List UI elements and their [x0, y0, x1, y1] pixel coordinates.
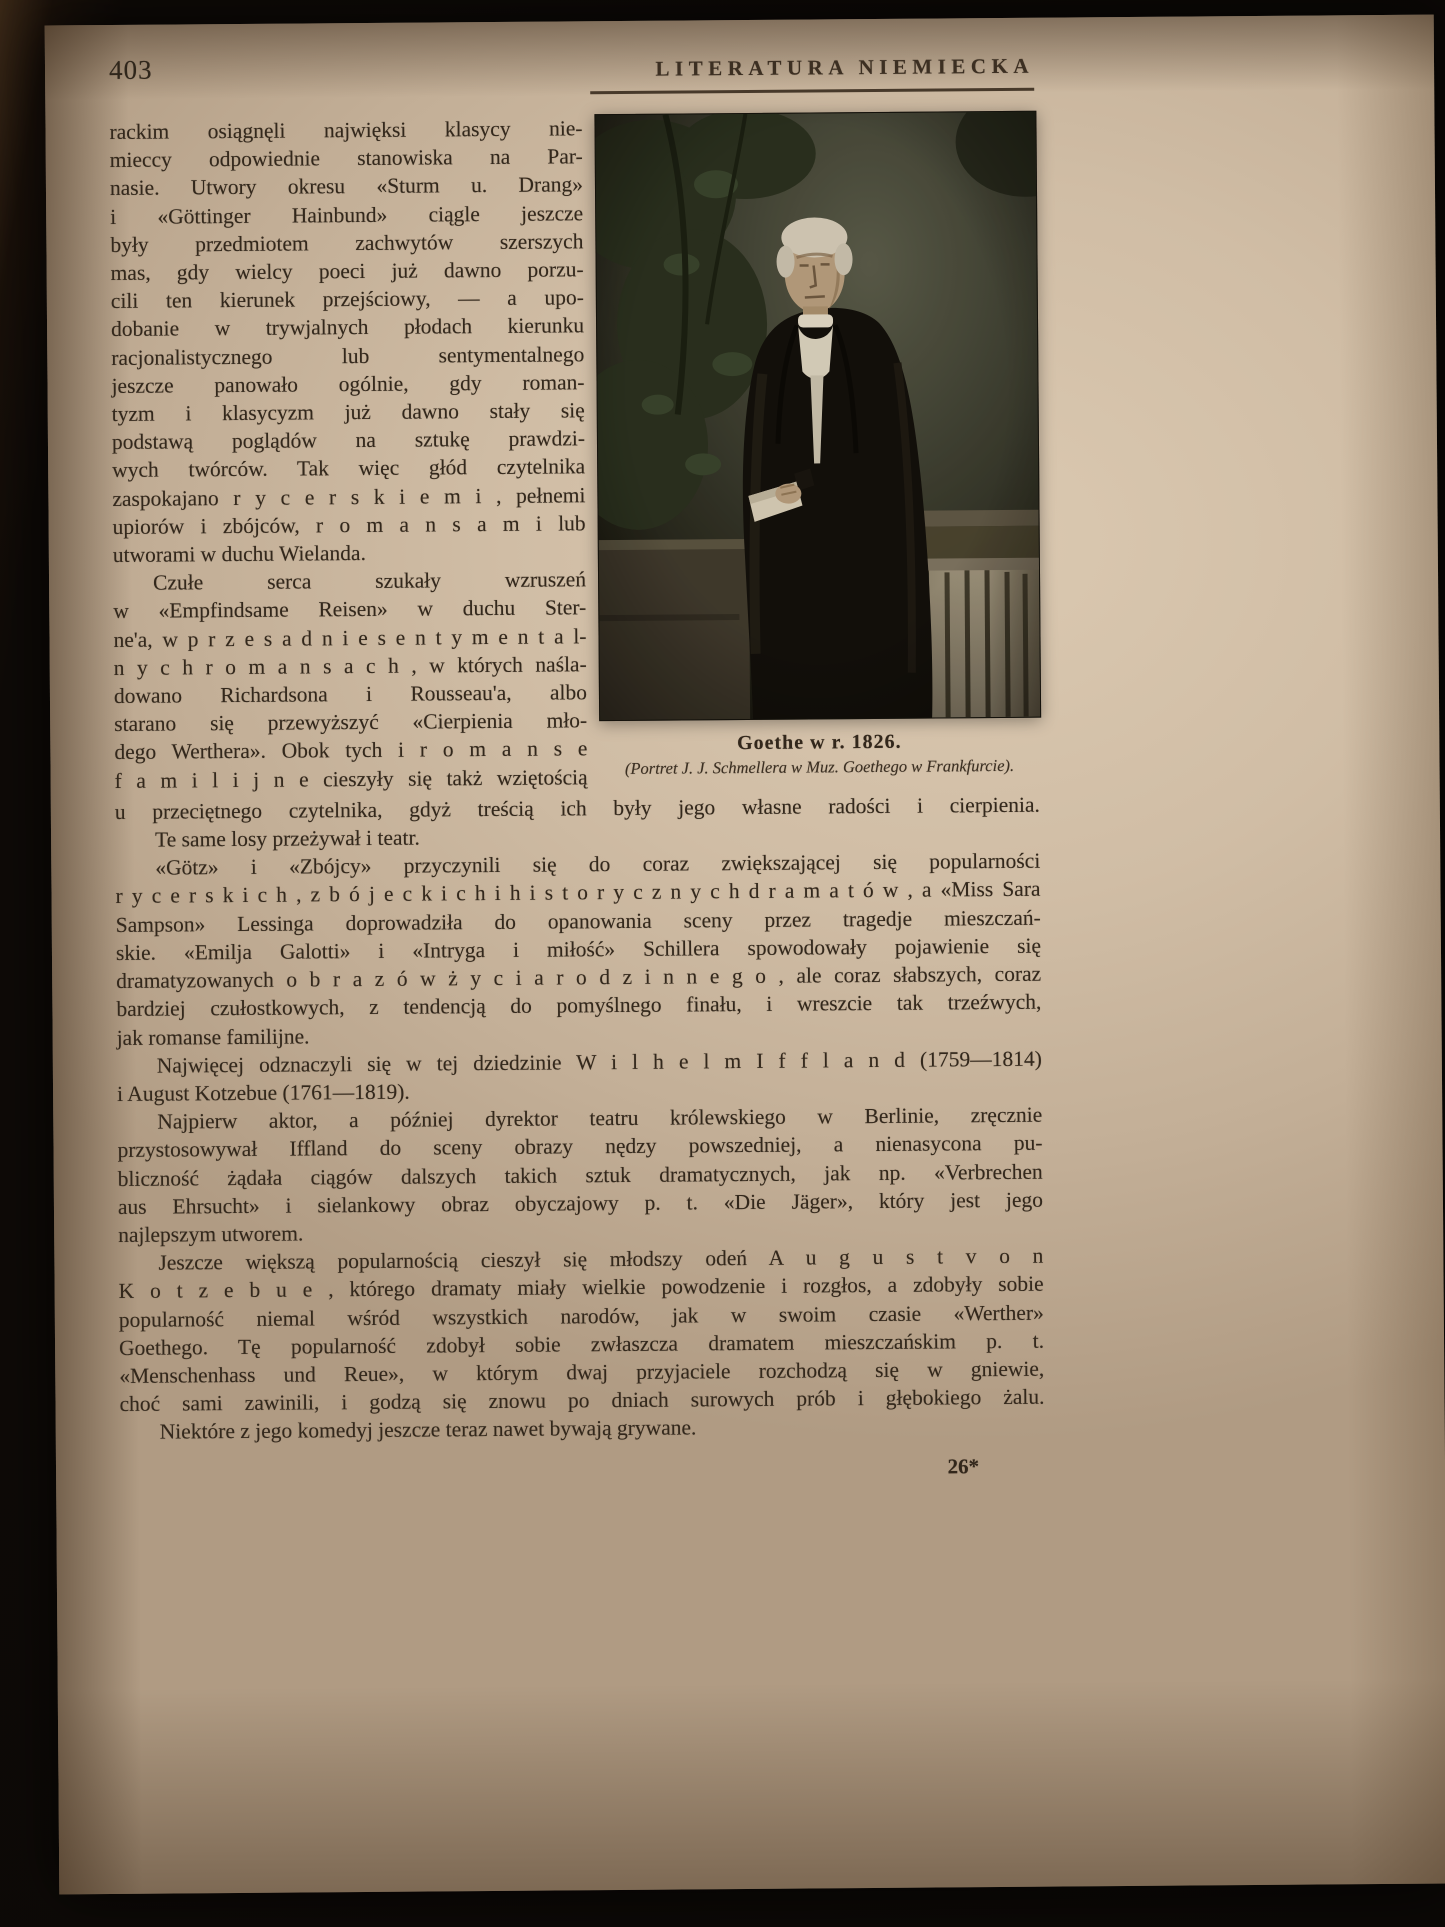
text-line: racjonalistycznego lub sentymentalnego	[111, 341, 585, 370]
text-line: «Menschenhass und Reue», w którym dwaj przyjaciele rozchodzą się w gniewie,	[119, 1356, 1045, 1388]
text-line: cili ten kierunek przejściowy, — a upo-	[110, 285, 584, 314]
text-line: tyzm i klasycyzm już dawno stały się	[111, 398, 585, 426]
figure-caption-title: Goethe w r. 1826.	[736, 730, 902, 755]
text-line: K o t z e b u e , którego dramaty miały wielkie powodzenie i rozgłos, a zdobyły sobie	[118, 1272, 1044, 1304]
signature-mark: 26*	[947, 1453, 980, 1478]
text-line: aus Ehrsucht» i sielankowy obraz obyczajowy p. t. «Die Jäger», który jest jego	[117, 1187, 1044, 1219]
text-line: były przedmiotem zachwytów szerszych	[110, 229, 584, 257]
text-line: mieccy odpowiednie stanowiska na Par-	[109, 144, 583, 173]
text-line: f a m i l i j n e cieszyły się takż wziętością	[114, 764, 588, 793]
goethe-figure	[594, 111, 1039, 791]
page-number: 403	[108, 54, 153, 85]
left-text-column	[109, 114, 587, 795]
running-title: LITERATURA NIEMIECKA	[655, 53, 1035, 81]
text-line: przystosowywał Iffland do sceny obrazy nędzy powszedniej, a nienasycona pu-	[117, 1130, 1043, 1163]
text-line: nasie. Utwory okresu «Sturm u. Drang»	[109, 172, 584, 201]
header-rule	[590, 88, 1034, 94]
text-line: wych twórców. Tak więc głód czytelnika	[112, 454, 586, 483]
text-line: skie. «Emilja Galotti» i «Intryga i miłość» Schillera spowodowały pojawienie się	[115, 933, 1042, 965]
text-line: dramatyzowanych o b r a z ó w ż y c i a r o d z i n n e g o , ale coraz słabszych, coraz	[116, 961, 1042, 994]
text-line: i «Göttinger Hainbund» ciągle jeszcze	[110, 200, 584, 229]
text-line: Te same losy przeżywał i teatr.	[154, 825, 420, 852]
figure-caption-credit: (Portret J. J. Schmellera w Muz. Goethego w Frankfurcie).	[624, 755, 1015, 778]
text-line: Czułe serca szukały wzruszeń	[152, 567, 587, 595]
text-line: Niektóre z jego komedyj jeszcze teraz nawet bywają grywane.	[159, 1415, 697, 1444]
text-line: zaspokajano r y c e r s k i e m i , pełnemi	[112, 482, 586, 511]
text-line: podstawą poglądów na sztukę prawdzi-	[111, 426, 586, 455]
text-line: bardziej czułostkowych, z tendencją do pomyślnego finału, i wreszcie tak trzeźwych,	[116, 989, 1042, 1022]
text-line: dowano Richardsona i Rousseau'a, albo	[113, 680, 588, 709]
text-line: Najwięcej odznaczyli się w tej dziedzinie W i l h e l m I f f l a n d (1759—1814)	[156, 1046, 1042, 1078]
text-line: Jeszcze większą popularnością cieszył się młodszy odeń A u g u s t v o n	[158, 1243, 1044, 1275]
text-line: jeszcze panowało ogólnie, gdy roman-	[111, 370, 585, 398]
text-line: dego Werthera». Obok tych i r o m a n s e	[114, 736, 588, 765]
text-line: u przeciętnego czytelnika, gdyż treścią ich były jego własne radości i cierpienia.	[114, 792, 1040, 824]
text-line: rackim osiągnęli najwięksi klasycy nie-	[109, 116, 583, 144]
text-line: choć sami zawinili, i godzą się znowu po dniach surowych prób i głębokiego żalu.	[119, 1384, 1045, 1417]
goethe-portrait	[594, 111, 1041, 721]
running-head	[109, 48, 1034, 86]
text-line: n y c h r o m a n s a c h , w których naśla-	[113, 652, 587, 680]
text-line: utworami w duchu Wielanda.	[112, 541, 367, 568]
text-line: dobanie w trywjalnych płodach kierunku	[110, 313, 585, 342]
text-line: r y c e r s k i c h , z b ó j e c k i c h i h i s t o r y c z n y c h d r a m a t ó w , a «Miss Sara	[115, 877, 1041, 909]
book-page	[45, 15, 1445, 1895]
text-line: i August Kotzebue (1761—1819).	[116, 1079, 410, 1106]
text-line: starano się przewyższyć «Cierpienia mło-	[114, 708, 588, 737]
printed-area	[109, 48, 1045, 1486]
text-line: bliczność żądała ciągów dalszych takich sztuk dramatycznych, jak np. «Verbrechen	[117, 1159, 1043, 1191]
figure-caption	[599, 730, 1039, 779]
text-line: «Götz» i «Zbójcy» przyczynili się do coraz zwiększającej się popularności	[155, 848, 1041, 880]
text-line: ne'a, w p r z e s a d n i e s e n t y m e n t a l-	[113, 623, 587, 652]
text-line: najlepszym utworem.	[118, 1221, 304, 1247]
text-line: Najpierw aktor, a później dyrektor teatru królewskiego w Berlinie, zręcznie	[157, 1102, 1043, 1134]
text-line: Sampson» Lessinga doprowadziła do opanowania sceny przez tragedje mieszczań-	[115, 905, 1041, 937]
full-width-text	[115, 791, 1045, 1447]
text-line: jak romanse familijne.	[116, 1023, 310, 1050]
text-line: w «Empfindsame Reisen» w duchu Ster-	[113, 595, 587, 624]
text-line: upiorów i zbójców, r o m a n s a m i lub	[112, 511, 586, 539]
two-column-section	[109, 111, 1039, 795]
text-line: Goethego. Tę popularność zdobył sobie zwłaszcza dramatem mieszczańskim p. t.	[118, 1328, 1045, 1360]
text-line: popularność niemal wśród wszystkich narodów, jak w swoim czasie «Werther»	[118, 1300, 1044, 1332]
text-line: mas, gdy wielcy poeci już dawno porzu-	[110, 257, 584, 285]
